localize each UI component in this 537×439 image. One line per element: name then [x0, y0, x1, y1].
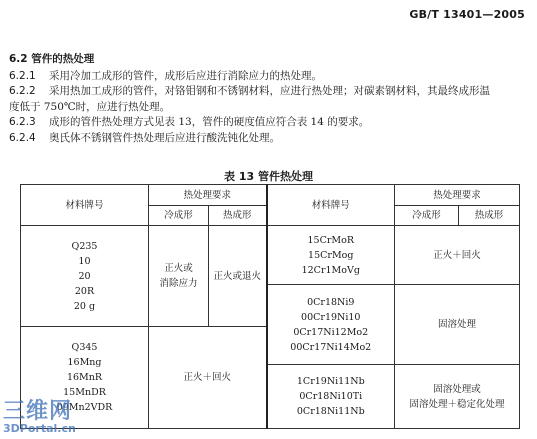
header-material-right: 材料牌号	[267, 185, 395, 226]
header-cold: 冷成形	[149, 206, 209, 226]
clause-number: 6.2.3	[9, 116, 36, 128]
material-grade: 00Cr19Ni10	[301, 311, 361, 323]
watermark-logo-text: 三维网	[3, 399, 73, 424]
watermark-url: 3DPortal.cn	[3, 422, 76, 435]
clause-number: 6.2.2	[9, 85, 36, 97]
material-grade: 15MnDR	[63, 387, 106, 398]
material-grade: 16Mng	[67, 357, 102, 368]
clause-6-2-2-continued: 度低于 750℃时，应进行热处理。	[9, 100, 171, 113]
material-grade: 0Cr18Ni9	[307, 296, 355, 308]
treatment-value	[395, 365, 520, 429]
material-list	[21, 226, 149, 327]
material-grade: 10	[78, 255, 91, 267]
material-grade: 09Mn2VDR	[56, 402, 113, 413]
section-6-2	[9, 52, 527, 146]
material-grade: Q235	[71, 240, 98, 252]
clause-number: 6.2.1	[9, 69, 36, 82]
material-list	[267, 226, 395, 285]
cold-forming-value	[149, 226, 209, 327]
clause-number: 6.2.4	[9, 131, 36, 144]
section-heading: 6.2 管件的热处理	[9, 53, 95, 65]
material-list	[267, 365, 395, 429]
clause-6-2-4	[9, 131, 527, 146]
header-requirement-right: 热处理要求	[395, 185, 520, 206]
material-list	[267, 285, 395, 365]
material-grade: 20	[78, 270, 91, 282]
hot-forming-value: 正火或退火	[209, 226, 267, 327]
value-line: 固溶处理＋稳定化处理	[409, 398, 505, 410]
material-grade: 20 g	[73, 300, 96, 312]
header-requirement: 热处理要求	[149, 185, 267, 206]
clause-text: 采用热加工成形的管件，对铬钼钢和不锈钢材料，应进行热处理；对碳素钢材料，其最终成形温	[49, 85, 490, 97]
value-line: 消除应力	[159, 278, 198, 289]
material-grade: 15CrMog	[308, 249, 354, 261]
material-grade: 20R	[74, 285, 95, 297]
value-line: 正火或	[164, 263, 193, 274]
material-grade: 0Cr18Ni10Ti	[299, 391, 363, 402]
material-grade: 12Cr1MoVg	[301, 264, 360, 276]
treatment-value: 正火＋回火	[149, 327, 267, 429]
site-watermark	[3, 401, 76, 435]
table-header-row	[21, 185, 520, 206]
heat-treatment-table	[20, 184, 520, 429]
clause-text: 成形的管件热处理方式见表 13，管件的硬度值应符合表 14 的要求。	[49, 116, 370, 128]
clause-6-2-3	[9, 115, 527, 130]
value-line: 固溶处理或	[433, 383, 481, 395]
table-title: 表 13 管件热处理	[224, 170, 313, 183]
header-material: 材料牌号	[21, 185, 149, 226]
material-grade: Q345	[71, 342, 98, 353]
material-grade: 16MnR	[66, 372, 103, 383]
header-hot: 热成形	[209, 206, 267, 226]
table-row	[21, 226, 520, 285]
header-hot-right: 热成形	[459, 206, 520, 226]
material-grade: 00Cr17Ni14Mo2	[290, 341, 372, 353]
clause-6-2-2	[9, 84, 527, 99]
material-grade: 1Cr19Ni11Nb	[296, 376, 365, 387]
clause-text: 奥氏体不锈钢管件热处理后应进行酸洗钝化处理。	[49, 131, 280, 144]
header-cold-right: 冷成形	[395, 206, 459, 226]
material-grade: 0Cr18Ni11Nb	[296, 406, 365, 417]
material-grade: 0Cr17Ni12Mo2	[293, 326, 369, 338]
clause-text: 采用冷加工成形的管件，成形后应进行消除应力的热处理。	[49, 69, 322, 82]
treatment-value: 正火＋回火	[395, 226, 520, 285]
clause-6-2-1	[9, 69, 527, 84]
treatment-value: 固溶处理	[395, 285, 520, 365]
material-grade: 15CrMoR	[307, 234, 355, 246]
standard-code: GB/T 13401—2005	[409, 8, 525, 21]
